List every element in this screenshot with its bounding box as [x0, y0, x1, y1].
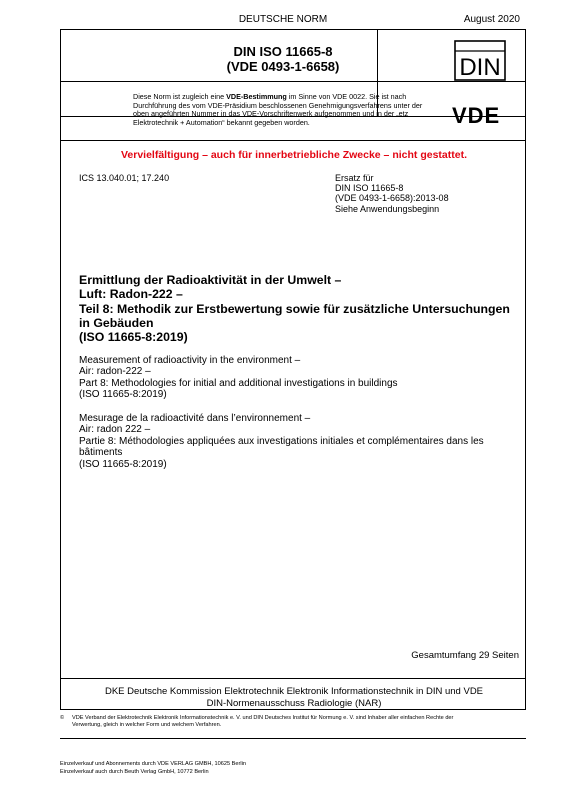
top-header	[0, 14, 566, 28]
replacement-line: Ersatz für	[335, 173, 374, 183]
reproduction-warning: Vervielfältigung – auch für innerbetriebliche Zwecke – nicht gestattet.	[120, 149, 467, 161]
title-line: Luft: Radon-222 –	[79, 287, 183, 302]
copyright-note	[60, 715, 480, 728]
title-line: Air: radon-222 –	[79, 366, 151, 378]
sales-info	[60, 760, 246, 776]
vde-logo: VDE	[452, 103, 501, 128]
cover-frame	[60, 29, 526, 710]
title-line: Measurement of radioactivity in the environment –	[79, 355, 301, 366]
sales-line: Einzelverkauf und Abonnements durch VDE VERLAG GMBH, 10625 Berlin	[60, 761, 246, 767]
din-logo	[454, 40, 506, 81]
title-line: (ISO 11665-8:2019)	[79, 330, 188, 345]
title-line: Air: radon 222 –	[79, 424, 151, 436]
title-line: Teil 8: Methodik zur Erstbewertung sowie für zusätzliche Untersuchungen in Gebäuden	[79, 301, 510, 330]
committee-info	[61, 686, 527, 709]
vde-regulation-note	[133, 93, 435, 127]
title-line: Ermittlung der Radioaktivität in der Umwelt –	[79, 273, 342, 287]
document-identifier	[129, 44, 437, 74]
copyright-text: VDE Verband der Elektrotechnik Elektronik Informationstechnik e. V. und DIN Deutsches Institut für Normung e. V. sind Inhaber aller einfachen Rechte der Verwertung, gleich in welcher Form und welchem Verfahren.	[72, 715, 454, 728]
title-line: Part 8: Methodologies for initial and additional investigations in buildings	[79, 377, 398, 389]
footer-divider	[60, 738, 526, 739]
replacement-line: Siehe Anwendungsbeginn	[335, 203, 440, 214]
replacement-info	[335, 173, 449, 214]
din-logo-text: DIN	[459, 54, 501, 81]
committee-line: DIN-Normenausschuss Radiologie (NAR)	[206, 697, 382, 709]
replacement-line: (VDE 0493-1-6658):2013-08	[335, 193, 449, 204]
ics-code: ICS 13.040.01; 17.240	[79, 173, 170, 183]
vde-note-text-2: im Sinne von VDE 0022. Sie ist nach Durchführung des vom VDE-Präsidium beschlossenen Genehmigungsverfahrens unter der oben angeführten Nummer in das VDE-Vorschriftenwerk aufgenommen und in der „etz Elektrotechnik + Automation“ bekannt gegeben worden.	[133, 92, 423, 127]
document-type: DEUTSCHE NORM	[238, 14, 328, 25]
title-line: (ISO 11665-8:2019)	[79, 458, 167, 470]
divider-horizontal-4	[61, 678, 525, 679]
title-german	[79, 273, 521, 344]
title-line: (ISO 11665-8:2019)	[79, 389, 167, 401]
copyright-symbol: ©	[60, 715, 65, 721]
divider-horizontal-3	[61, 140, 525, 141]
divider-horizontal-1	[61, 81, 525, 82]
total-pages: Gesamtumfang 29 Seiten	[411, 650, 519, 661]
replacement-line: DIN ISO 11665-8	[335, 183, 404, 194]
vde-number: (VDE 0493-1-6658)	[226, 59, 340, 74]
committee-line: DKE Deutsche Kommission Elektrotechnik Elektronik Informationstechnik in DIN und VDE	[104, 686, 484, 697]
vde-note-text-1: Diese Norm ist zugleich eine	[133, 92, 227, 101]
title-english	[79, 355, 521, 401]
title-line: Partie 8: Méthodologies appliquées aux investigations initiales et complémentaires dans les bâtiments	[79, 435, 484, 459]
sales-line: Einzelverkauf auch durch Beuth Verlag GmbH, 10772 Berlin	[60, 769, 209, 775]
din-number: DIN ISO 11665-8	[233, 44, 333, 59]
title-french	[79, 413, 521, 470]
title-line: Mesurage de la radioactivité dans l’environnement –	[79, 413, 311, 424]
publication-date: August 2020	[463, 14, 520, 25]
vde-note-bold: VDE-Bestimmung	[226, 92, 287, 101]
